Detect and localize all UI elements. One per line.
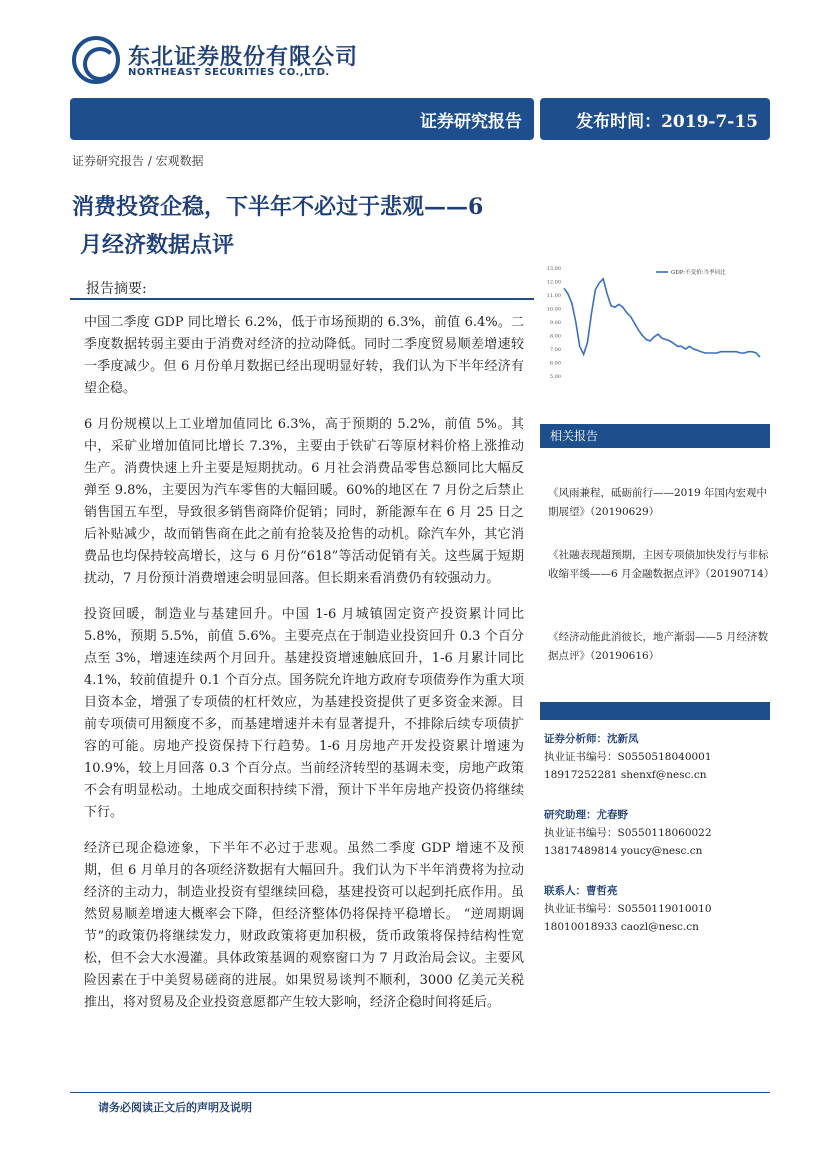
report-title-line2: 月经济数据点评 [80, 232, 235, 258]
y-tick-label: 10.00 [546, 306, 561, 313]
company-logo-icon [72, 36, 120, 84]
y-tick-label: 9.00 [549, 320, 561, 326]
related-report-item: 《风雨兼程，砥砺前行——2019 年国内宏观中期展望》（20190629） [548, 487, 768, 518]
analyst-cert: 执业证书编号：S0550518040001 [544, 751, 712, 763]
paragraph: 投资回暖，制造业与基建回升。中国 1-6 月城镇固定资产投资累计同比 5.8%，预期 5.5%，前值 5.6%。主要亮点在于制造业投资回升 0.3 个百分点至 3%，增速连续两个月回升。基建投资增速触底回升，1-6 月累计同比 4.1%，较前值提升 0.1 个百分点。国务院允许地方政府专项债券作为重大项目资本金，增强了专项债的杠杆效应，为基建投资提供了更多资金来源。目前专项债可用额度不多，而基建增速并未有显著提升，不排除后续专项债扩容的可能。房地产投资保持下行趋势。1-6 月房地产开发投资累计增速为 10.9%，较上月回落 0.3 个百分点。当前经济转型的基调未变，房地产政策不会有明显松动。土地成交面积持续下滑，预计下半年房地产投资仍将继续下行。 [84, 607, 524, 820]
related-report-item: 《社融表现超预期，主因专项债加快发行与非标收缩平缓——6 月金融数据点评》（20190714） [548, 549, 775, 580]
analyst-contact: 18010018933 caozl@nesc.cn [544, 921, 699, 933]
y-tick-label: 6.00 [549, 360, 561, 367]
related-reports-header: 相关报告 [540, 424, 770, 448]
analyst-card [544, 806, 770, 860]
analyst-cert: 执业证书编号：S0550118060022 [544, 827, 712, 839]
breadcrumb: 证券研究报告 / 宏观数据 [72, 154, 204, 168]
legend-label: GDP:不变价:当季同比 [671, 270, 726, 276]
gdp-series-line [564, 279, 760, 357]
analyst-card [544, 882, 770, 936]
analyst-contact: 13817489814 youcy@nesc.cn [544, 845, 703, 857]
footer-disclaimer: 请务必阅读正文后的声明及说明 [70, 1092, 770, 1115]
report-type: 证券研究报告 [420, 111, 522, 132]
paragraph: 中国二季度 GDP 同比增长 6.2%，低于市场预期的 6.3%，前值 6.4%。二季度数据转弱主要由于消费对经济的拉动降低。同时二季度贸易顺差增速较一季度减少。但 6 月份单月数据已经出现明显好转，我们认为下半年经济有望企稳。 [84, 315, 524, 396]
gdp-line-chart [538, 262, 766, 412]
analyst-card [544, 730, 770, 784]
analyst-divider [540, 702, 770, 720]
analyst-role: 证券分析师：沈新凤 [544, 733, 639, 745]
publish-date-banner [540, 98, 770, 140]
y-tick-label: 8.00 [549, 333, 561, 340]
summary-label: 报告摘要: [86, 281, 147, 297]
analyst-contact: 18917252281 shenxf@nesc.cn [544, 769, 707, 781]
summary-header [70, 272, 534, 300]
y-tick-label: 12.00 [546, 279, 561, 286]
company-name-cn: 东北证券股份有限公司 [128, 45, 359, 70]
y-tick-label: 13.00 [546, 266, 561, 272]
report-title-line1: 消费投资企稳，下半年不必过于悲观——6 [72, 194, 484, 220]
analyst-role: 联系人：曹哲亮 [544, 885, 618, 897]
paragraph: 经济已现企稳迹象，下半年不必过于悲观。虽然二季度 GDP 增速不及预期，但 6 月单月的各项经济数据有大幅回升。我们认为下半年消费将为拉动经济的主动力，制造业投资有望继续回稳，基建投资可以起到托底作用。虽然贸易顺差增速大概率会下降，但经济整体仍将保持平稳增长。 “逆周期调节”的政策仍将继续发力，财政政策将更加积极，货币政策将保持结构性宽松，但不会大水漫灌。具体政策基调的观察窗口为 7 月政治局会议。主要风险因素在于中美贸易磋商的进展。如果贸易谈判不顺利，3000 亿美元关税推出，将对贸易及企业投资意愿都产生较大影响，经济企稳时间将延后。 [84, 841, 524, 1010]
report-type-banner [70, 98, 534, 140]
y-tick-label: 7.00 [549, 347, 561, 353]
y-tick-label: 5.00 [549, 374, 561, 380]
publish-date: 发布时间：2019-7-15 [576, 111, 758, 132]
analyst-cert: 执业证书编号：S0550119010010 [544, 903, 712, 915]
y-tick-label: 11.00 [546, 293, 561, 299]
paragraph: 6 月份规模以上工业增加值同比 6.3%，高于预期的 5.2%，前值 5%。其中，采矿业增加值同比增长 7.3%，主要由于铁矿石等原材料价格上涨推动生产。消费快速上升主要是短期扰动。6 月社会消费品零售总额同比大幅反弹至 9.8%，主要因为汽车零售的大幅回暖。60%的地区在 7 月份之后禁止销售国五车型，导致很多销售商降价促销；同时，新能源车在 6 月 25 日之后补贴减少，故而销售商在此之前有抢装及抢售的动机。除汽车外，其它消费品也均保持较高增长，这与 6 月份“618”等活动促销有关。这些属于短期扰动，7 月份预计消费增速会明显回落。但长期来看消费仍有较强动力。 [84, 417, 524, 586]
related-report-item: 《经济动能此消彼长，地产渐弱——5 月经济数据点评》（20190616） [548, 631, 769, 662]
company-name-en: NORTHEAST SECURITIES CO.,LTD. [128, 67, 330, 78]
analyst-role: 研究助理：尤春野 [544, 809, 628, 821]
report-body [84, 312, 524, 1028]
